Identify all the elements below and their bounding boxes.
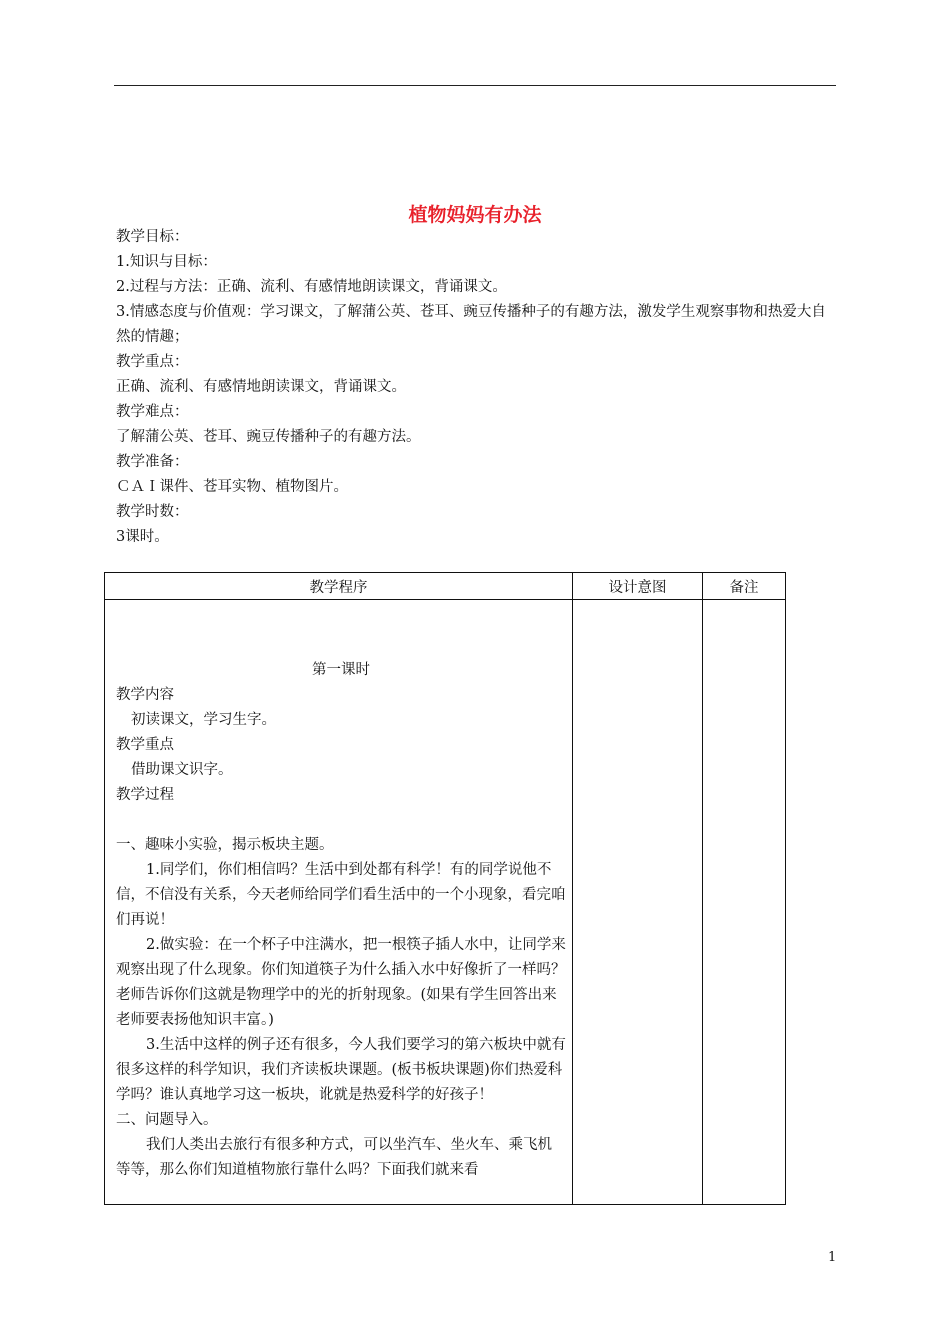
header-notes: 备注 bbox=[703, 573, 786, 600]
spacer bbox=[116, 808, 566, 833]
step-two-text: 2.做实验：在一个杯子中注满水，把一根筷子插人水中，让同学来观察出现了什么现象。你们知道筷子为什么插入水中好像折了一样吗？老师告诉你们这就是物理学中的光的折射现象。(如果有学生回答出来老师要表扬他知识丰富。) bbox=[116, 937, 566, 1028]
section-two-heading: 二、问题导入。 bbox=[116, 1112, 218, 1128]
page-number: 1 bbox=[828, 1250, 837, 1265]
document-title: 植物妈妈有办法 bbox=[408, 204, 542, 226]
key-points-text: 正确、流利、有感情地朗读课文，背诵课文。 bbox=[116, 379, 406, 395]
hours-heading: 教学时数： bbox=[116, 504, 189, 520]
table-header-row bbox=[105, 573, 786, 600]
objective-process: 2.过程与方法：正确、流利、有感情地朗读课文，背诵课文。 bbox=[116, 279, 507, 295]
hours-text: 3课时。 bbox=[116, 529, 169, 545]
procedure-cell bbox=[105, 600, 573, 1205]
notes-cell bbox=[703, 600, 786, 1205]
preparation-text: ＣＡＩ课件、苍耳实物、植物图片。 bbox=[116, 479, 348, 495]
intro-section bbox=[116, 225, 840, 550]
lesson-title: 第一课时 bbox=[312, 662, 370, 678]
objective-attitude: 3.情感态度与价值观：学习课文，了解蒲公英、苍耳、豌豆传播种子的有趣方法，激发学生观察事物和热爱大自然的情趣； bbox=[116, 304, 826, 345]
difficulty-heading: 教学难点： bbox=[116, 404, 189, 420]
key-text: 借助课文识字。 bbox=[131, 762, 233, 778]
objectives-heading: 教学目标： bbox=[116, 229, 189, 245]
header-design-intent: 设计意图 bbox=[573, 573, 703, 600]
preparation-heading: 教学准备： bbox=[116, 454, 189, 470]
design-intent-cell bbox=[573, 600, 703, 1205]
step-three-text: 3.生活中这样的例子还有很多，今人我们要学习的第六板块中就有很多这样的科学知识，我们齐读板块课题。(板书板块课题)你们热爱科学吗？谁认真地学习这一板块，讹就是热爱科学的好孩子！ bbox=[116, 1037, 566, 1103]
header-procedure: 教学程序 bbox=[105, 573, 573, 600]
table-row bbox=[105, 600, 786, 1205]
section-one-heading: 一、趣味小实验，揭示板块主题。 bbox=[116, 837, 334, 853]
content-text: 初读课文，学习生字。 bbox=[131, 712, 276, 728]
step-one-text: 1.同学们，你们相信吗？生活中到处都有科学！有的同学说他不信，不信没有关系，今天老师给同学们看生活中的一个小现象，看完咱们再说！ bbox=[116, 862, 566, 928]
objective-knowledge: 1.知识与目标： bbox=[116, 254, 217, 270]
key-points-heading: 教学重点： bbox=[116, 354, 189, 370]
process-heading: 教学过程 bbox=[116, 787, 174, 803]
header-rule bbox=[114, 85, 836, 86]
lesson-table bbox=[104, 572, 786, 1205]
content-heading: 教学内容 bbox=[116, 687, 174, 703]
intro-paragraph: 我们人类出去旅行有很多种方式，可以坐汽车、坐火车、乘飞机等等，那么你们知道植物旅行靠什么吗？下面我们就来看 bbox=[116, 1137, 552, 1178]
difficulty-text: 了解蒲公英、苍耳、豌豆传播种子的有趣方法。 bbox=[116, 429, 421, 445]
key-heading: 教学重点 bbox=[116, 737, 174, 753]
